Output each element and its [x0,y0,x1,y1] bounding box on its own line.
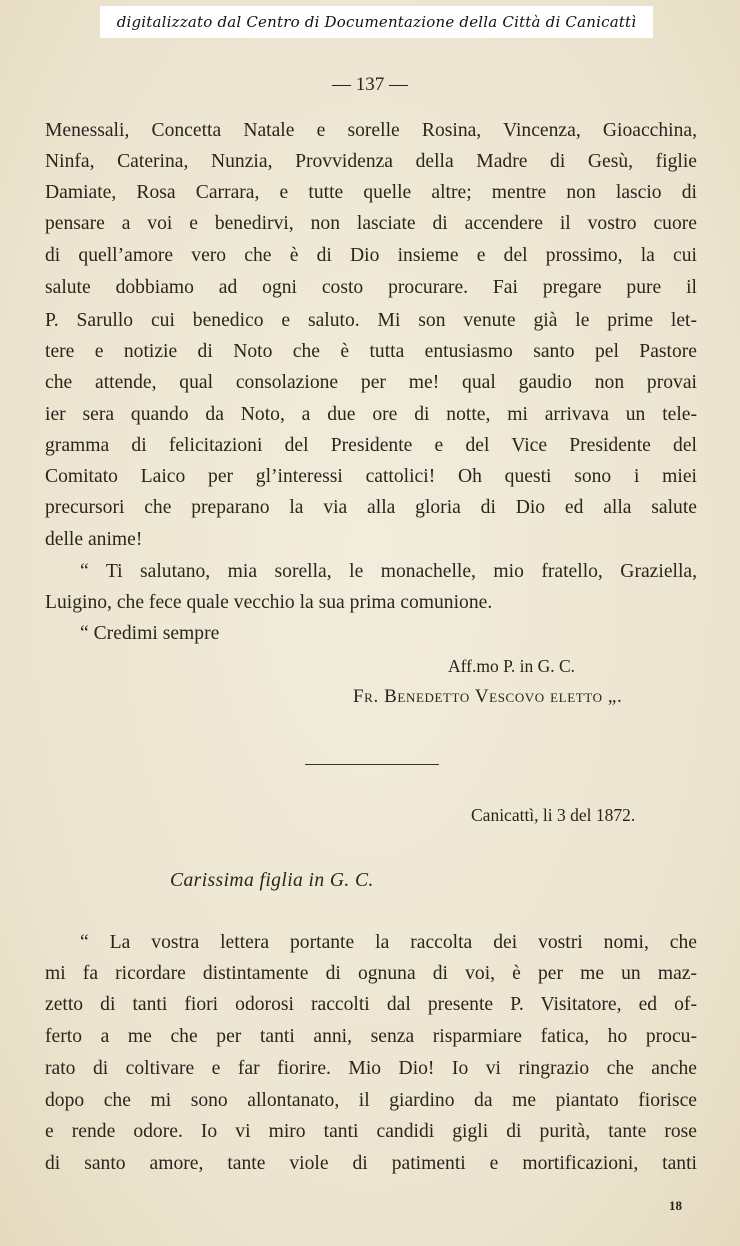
text-line: Menessali, Concetta Natale e sorelle Rosina, Vincenza, Gioacchina, [45,120,697,141]
text-line: Comitato Laico per gl’interessi cattolici! Oh questi sono i miei [45,466,697,487]
sheet-number: 18 [669,1198,682,1213]
text-line: di santo amore, tante viole di patimenti e mortificazioni, tanti [45,1153,697,1174]
text-line: ferto a me che per tanti anni, senza risparmiare fatica, ho procu- [45,1026,697,1047]
page-number: — 137 — [332,74,408,95]
text-line: rato di coltivare e far fiorire. Mio Dio! Io vi ringrazio che anche [45,1058,697,1079]
text-line: ier sera quando da Noto, a due ore di notte, mi arrivava un tele- [45,404,697,425]
text-line: mi fa ricordare distintamente di ognuna di voi, è per me un maz- [45,963,697,984]
text-line: “ La vostra lettera portante la raccolta dei vostri nomi, che [80,932,697,953]
signature-line: Aff.mo P. in G. C. [448,656,576,676]
text-line: pensare a voi e benedirvi, non lasciate di accendere il vostro cuore [45,213,697,234]
text-line: tere e notizie di Noto che è tutta entusiasmo santo pel Pastore [45,341,697,362]
closing-line: “ Credimi sempre [80,623,220,644]
dateline: Canicattì, li 3 del 1872. [471,805,636,825]
text-line: P. Sarullo cui benedico e saluto. Mi son venute già le prime let- [45,310,697,331]
text-line: “ Ti salutano, mia sorella, le monachelle, mio fratello, Graziella, [80,561,697,582]
salutation: Carissima figlia in G. C. [170,870,374,891]
text-line: Ninfa, Caterina, Nunzia, Provvidenza della Madre di Gesù, figlie [45,151,697,172]
text-line: che attende, qual consolazione per me! qual gaudio non provai [45,372,697,393]
text-line: Luigino, che fece quale vecchio la sua prima comunione. [45,592,493,613]
text-line: delle anime! [45,529,143,550]
section-divider [305,764,439,765]
text-line: salute dobbiamo ad ogni costo procurare. Fai pregare pure il [45,277,697,298]
text-line: gramma di felicitazioni del Presidente e del Vice Presidente del [45,435,697,456]
text-line: e rende odore. Io vi miro tanti candidi gigli di purità, tante rose [45,1121,697,1142]
signature-name: Fr. Benedetto Vescovo eletto „. [353,686,623,707]
text-line: di quell’amore vero che è di Dio insieme e del prossimo, la cui [45,245,697,266]
text-line: precursori che preparano la via alla gloria di Dio ed alla salute [45,497,697,518]
text-line: dopo che mi sono allontanato, il giardino da me piantato fiorisce [45,1090,697,1111]
text-line: zetto di tanti fiori odorosi raccolti dal presente P. Visitatore, ed of- [45,994,697,1015]
text-line: Damiate, Rosa Carrara, e tutte quelle altre; mentre non lascio di [45,182,697,203]
digitization-watermark: digitalizzato dal Centro di Documentazione della Città di Canicattì [100,6,653,38]
